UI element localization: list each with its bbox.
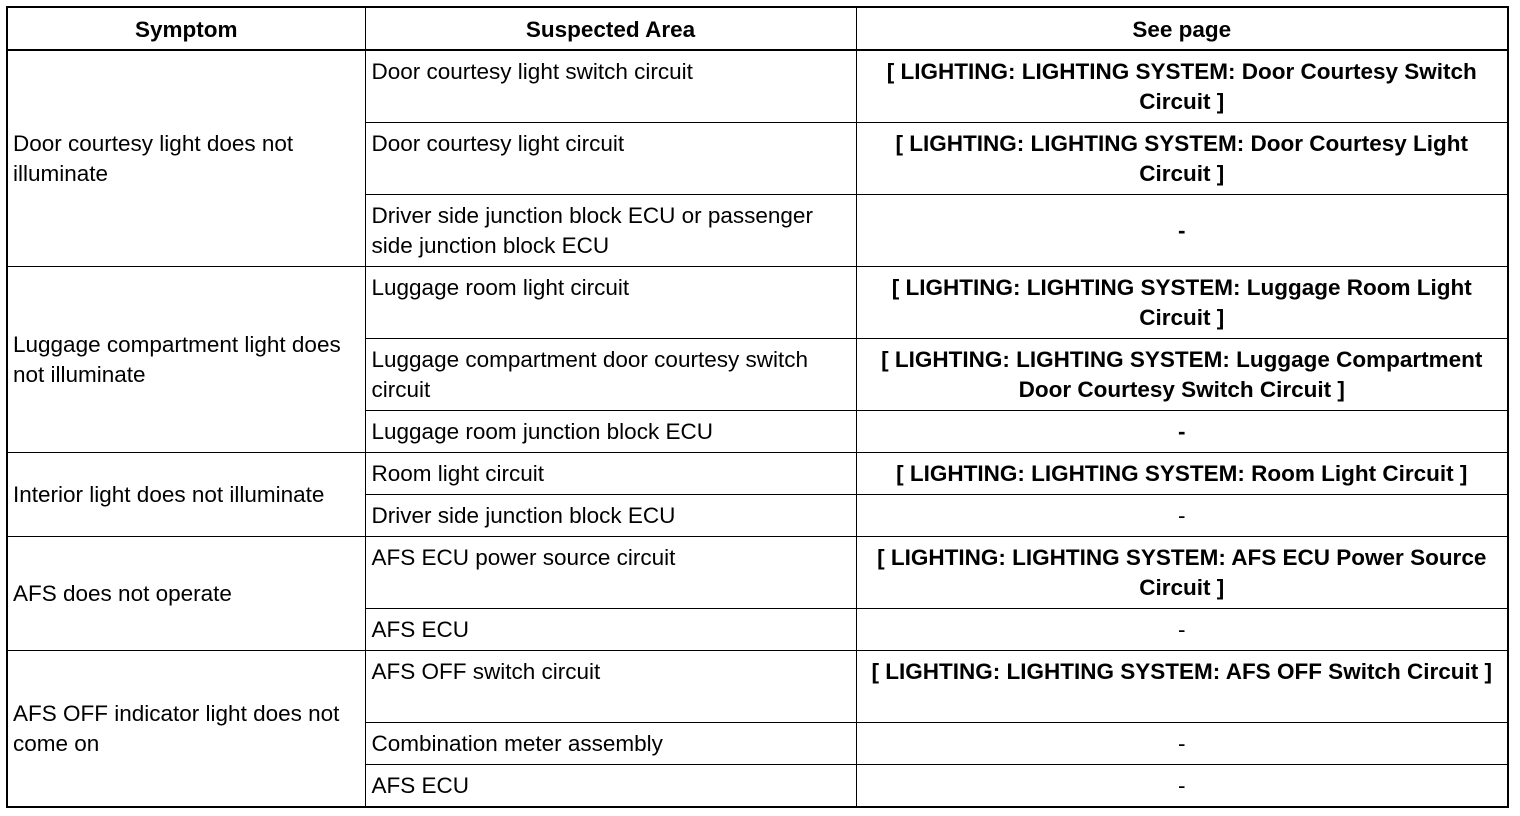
suspected-area-cell: Driver side junction block ECU: [365, 495, 856, 537]
see-page-link[interactable]: [ LIGHTING: LIGHTING SYSTEM: Door Courtesy Switch Circuit ]: [856, 50, 1508, 123]
suspected-area-cell: Combination meter assembly: [365, 723, 856, 765]
suspected-area-cell: Door courtesy light circuit: [365, 123, 856, 195]
suspected-area-cell: AFS ECU power source circuit: [365, 537, 856, 609]
see-page-cell: -: [856, 609, 1508, 651]
see-page-link[interactable]: [ LIGHTING: LIGHTING SYSTEM: Door Courtesy Light Circuit ]: [856, 123, 1508, 195]
table-row: [7, 453, 1508, 495]
suspected-area-cell: Room light circuit: [365, 453, 856, 495]
see-page-cell: -: [856, 411, 1508, 453]
suspected-area-cell: AFS ECU: [365, 609, 856, 651]
symptom-cell: Door courtesy light does not illuminate: [7, 50, 365, 267]
see-page-cell: -: [856, 195, 1508, 267]
see-page-cell: -: [856, 495, 1508, 537]
see-page-link[interactable]: [ LIGHTING: LIGHTING SYSTEM: Luggage Room Light Circuit ]: [856, 267, 1508, 339]
table-row: [7, 50, 1508, 123]
suspected-area-cell: AFS ECU: [365, 765, 856, 808]
column-header-suspected-area: Suspected Area: [365, 7, 856, 50]
see-page-link[interactable]: [ LIGHTING: LIGHTING SYSTEM: AFS ECU Power Source Circuit ]: [856, 537, 1508, 609]
suspected-area-cell: Luggage room junction block ECU: [365, 411, 856, 453]
problem-symptoms-table: [6, 6, 1509, 808]
symptom-cell: Interior light does not illuminate: [7, 453, 365, 537]
suspected-area-cell: Driver side junction block ECU or passenger side junction block ECU: [365, 195, 856, 267]
suspected-area-cell: Luggage compartment door courtesy switch circuit: [365, 339, 856, 411]
see-page-link[interactable]: [ LIGHTING: LIGHTING SYSTEM: Room Light Circuit ]: [856, 453, 1508, 495]
suspected-area-cell: Luggage room light circuit: [365, 267, 856, 339]
symptom-cell: Luggage compartment light does not illuminate: [7, 267, 365, 453]
see-page-cell: -: [856, 723, 1508, 765]
table-row: [7, 651, 1508, 723]
table-row: [7, 267, 1508, 339]
symptom-cell: AFS does not operate: [7, 537, 365, 651]
column-header-see-page: See page: [856, 7, 1508, 50]
suspected-area-cell: AFS OFF switch circuit: [365, 651, 856, 723]
symptom-cell: AFS OFF indicator light does not come on: [7, 651, 365, 808]
see-page-link[interactable]: [ LIGHTING: LIGHTING SYSTEM: Luggage Compartment Door Courtesy Switch Circuit ]: [856, 339, 1508, 411]
see-page-cell: -: [856, 765, 1508, 808]
see-page-link[interactable]: [ LIGHTING: LIGHTING SYSTEM: AFS OFF Switch Circuit ]: [856, 651, 1508, 723]
column-header-symptom: Symptom: [7, 7, 365, 50]
suspected-area-cell: Door courtesy light switch circuit: [365, 50, 856, 123]
table-row: [7, 537, 1508, 609]
table-header-row: [7, 7, 1508, 50]
